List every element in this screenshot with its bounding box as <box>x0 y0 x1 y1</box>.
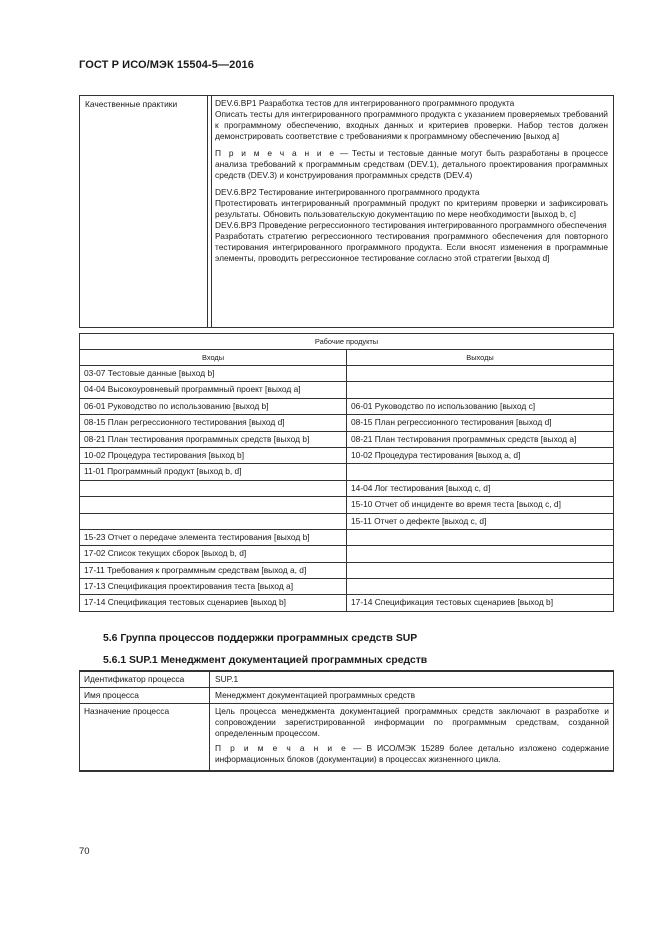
bp2-text: Протестировать интегрированный программный продукт по критериям проверки и зафиксировать результаты. Обновить пользовательскую документацию по мере необходимости [выход b, c] <box>215 198 608 219</box>
output-cell <box>347 382 614 398</box>
bp1-title: DEV.6.BP1 Разработка тестов для интегрированного программного продукта <box>215 98 515 108</box>
output-cell: 06-01 Руководство по использованию [выход c] <box>347 398 614 414</box>
output-cell <box>347 366 614 382</box>
process-id-value: SUP.1 <box>215 674 239 684</box>
practices-table <box>79 95 614 328</box>
output-cell: 10-02 Процедура тестирования [выход a, d] <box>347 447 614 463</box>
input-cell <box>80 480 347 496</box>
process-id-label: Идентификатор процесса <box>80 672 210 687</box>
inputs-header: Входы <box>80 350 347 366</box>
output-cell <box>347 546 614 562</box>
table-row <box>80 529 614 545</box>
work-products-title: Рабочие продукты <box>80 334 614 350</box>
table-row <box>80 464 614 480</box>
input-cell: 15-23 Отчет о передаче элемента тестирования [выход b] <box>80 529 347 545</box>
input-cell: 17-14 Спецификация тестовых сценариев [выход b] <box>80 595 347 611</box>
work-products-table <box>79 333 614 612</box>
bp1-text: Описать тесты для интегрированного программного продукта с указанием проверяемых требований к программному обеспечению, входных данных и критериев проверки. Набор тестов должен демонстрировать соответствие с требованиями к программному обеспечению [выход a] <box>215 109 608 141</box>
process-table <box>79 670 614 772</box>
output-cell <box>347 464 614 480</box>
process-purpose-value <box>211 704 613 767</box>
practices-label: Качественные практики <box>85 99 178 109</box>
output-cell <box>347 529 614 545</box>
input-cell: 17-11 Требования к программным средствам [выход a, d] <box>80 562 347 578</box>
table-row <box>80 513 614 529</box>
practices-label-cell <box>80 96 208 327</box>
input-cell: 17-02 Список текущих сборок [выход b, d] <box>80 546 347 562</box>
process-name-label: Имя процесса <box>80 688 210 703</box>
purpose-text: Цель процесса менеджмента документацией программных средств заключают в разработке и сопровождении зарегистрированной информации по программным средствам, созданной определенным процессом. <box>215 706 609 738</box>
input-cell: 11-01 Программный продукт [выход b, d] <box>80 464 347 480</box>
bp3-title: DEV.6.BP3 Проведение регрессионного тестирования интегрированного программного обеспечения <box>215 220 607 230</box>
table-row <box>80 415 614 431</box>
process-id-row <box>80 672 613 688</box>
practices-note <box>215 148 608 181</box>
table-row <box>80 562 614 578</box>
note-text: — Тесты и тестовые данные могут быть разработаны в процессе анализа требований к программным средствам (DEV.1), детального проектирования программных средств (DEV.3) и конструирования программных средств (DEV.4) <box>215 148 608 180</box>
output-cell: 15-11 Отчет о дефекте [выход c, d] <box>347 513 614 529</box>
output-cell <box>347 579 614 595</box>
bp3-text: Разработать стратегию регрессионного тестирования программного обеспечения для повторного тестирования интегрированного программного продукта. Если вносят изменения в программные элементы, проводить регрессионное тестирование согласно этой стратегии [выход d] <box>215 231 608 263</box>
subsection-heading: 5.6.1 SUP.1 Менеджмент документацией программных средств <box>103 655 428 666</box>
input-cell: 08-21 План тестирования программных средств [выход b] <box>80 431 347 447</box>
input-cell: 04-04 Высокоуровневый программный проект [выход a] <box>80 382 347 398</box>
output-cell: 08-15 План регрессионного тестирования [выход d] <box>347 415 614 431</box>
table-row <box>80 398 614 414</box>
process-name-value: Менеджмент документацией программных средств <box>215 690 416 700</box>
table-row <box>80 366 614 382</box>
process-purpose-row <box>80 704 613 772</box>
table-row <box>80 431 614 447</box>
output-cell: 08-21 План тестирования программных средств [выход a] <box>347 431 614 447</box>
input-cell: 17-13 Спецификация проектирования теста [выход a] <box>80 579 347 595</box>
input-cell <box>80 497 347 513</box>
table-row <box>80 382 614 398</box>
input-cell: 08-15 План регрессионного тестирования [выход d] <box>80 415 347 431</box>
output-cell: 15-10 Отчет об инциденте во время теста [выход c, d] <box>347 497 614 513</box>
process-name-row <box>80 688 613 704</box>
section-heading: 5.6 Группа процессов поддержки программных средств SUP <box>103 633 418 644</box>
note-text: — В ИСО/МЭК 15289 более детально изложено содержание информационных блоков (документации) в процессах жизненного цикла. <box>215 743 609 764</box>
table-row <box>80 497 614 513</box>
output-cell <box>347 562 614 578</box>
process-purpose-label: Назначение процесса <box>80 704 210 772</box>
practices-content-cell <box>213 96 613 266</box>
document-header: ГОСТ Р ИСО/МЭК 15504-5—2016 <box>79 59 254 71</box>
table-row <box>80 480 614 496</box>
purpose-note <box>215 743 609 765</box>
table-row <box>80 579 614 595</box>
output-cell: 17-14 Спецификация тестовых сценариев [выход b] <box>347 595 614 611</box>
note-word: П р и м е ч а н и е <box>215 148 337 158</box>
input-cell <box>80 513 347 529</box>
output-cell: 14-04 Лог тестирования [выход c, d] <box>347 480 614 496</box>
table-row <box>80 546 614 562</box>
table-row <box>80 595 614 611</box>
outputs-header: Выходы <box>347 350 614 366</box>
table-row <box>80 447 614 463</box>
input-cell: 03-07 Тестовые данные [выход b] <box>80 366 347 382</box>
input-cell: 10-02 Процедура тестирования [выход b] <box>80 447 347 463</box>
page-number: 70 <box>79 846 90 857</box>
bp2-title: DEV.6.BP2 Тестирование интегрированного программного продукта <box>215 187 480 197</box>
note-word: П р и м е ч а н и е <box>215 743 348 753</box>
input-cell: 06-01 Руководство по использованию [выход b] <box>80 398 347 414</box>
